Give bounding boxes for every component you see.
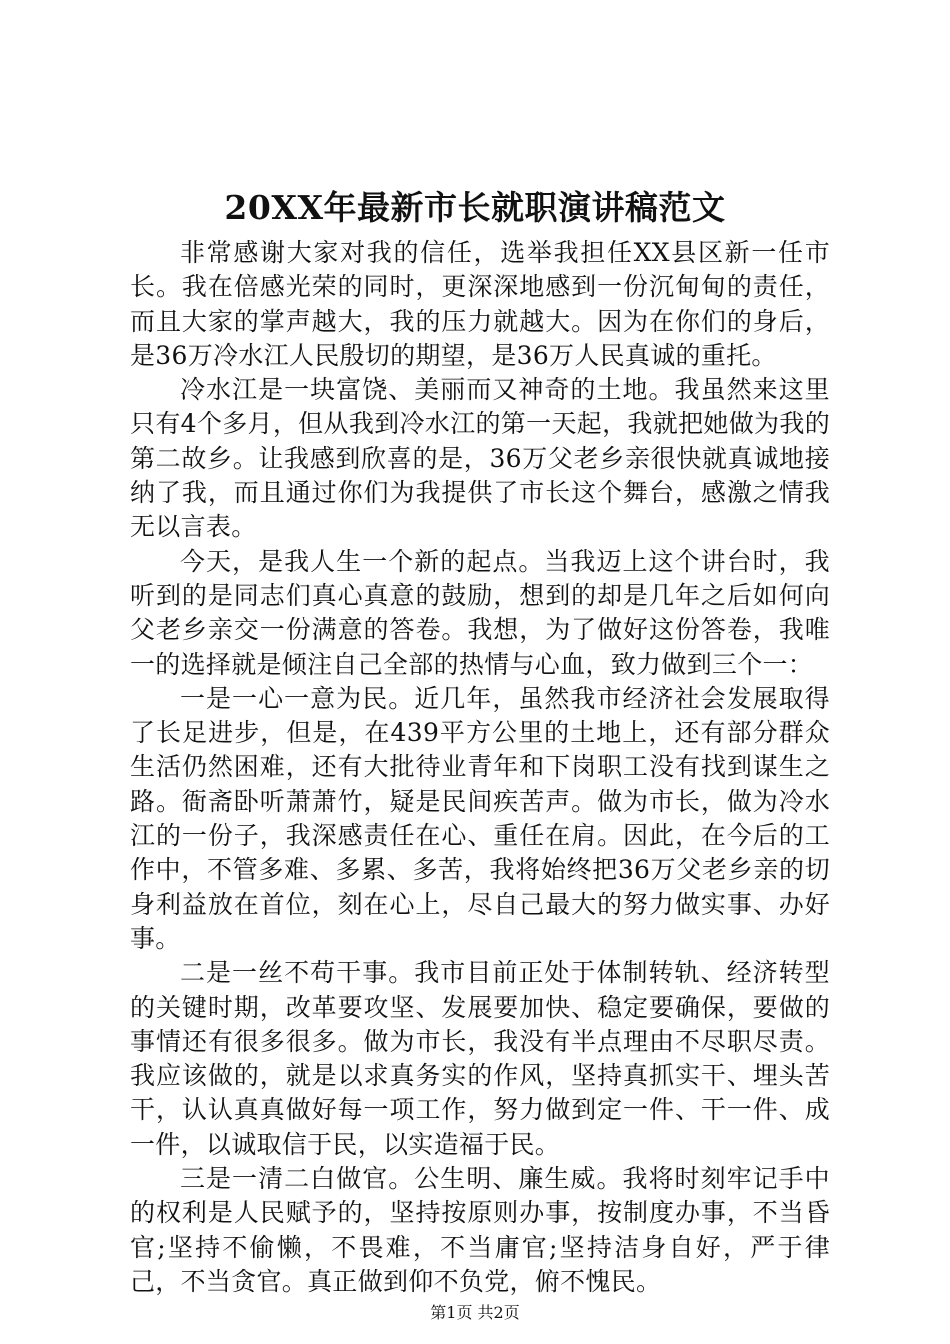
paragraph-6: 三是一清二白做官。公生明、廉生威。我将时刻牢记手中的权利是人民赋予的，坚持按原则办事，按制度办事，不当昏官;坚持不偷懒，不畏难，不当庸官;坚持洁身自好，严于律己，不当贪官。真正做到仰不负党，俯不愧民。 — [130, 1164, 830, 1296]
document-title: 20XX年最新市长就职演讲稿范文 — [224, 188, 726, 227]
paragraph-2: 冷水江是一块富饶、美丽而又神奇的土地。我虽然来这里只有4个多月，但从我到冷水江的第一天起，我就把她做为我的第二故乡。让我感到欣喜的是，36万父老乡亲很快就真诚地接纳了我，而且通过你们为我提供了市长这个舞台，感激之情我无以言表。 — [130, 375, 830, 542]
paragraph-3: 今天，是我人生一个新的起点。当我迈上这个讲台时，我听到的是同志们真心真意的鼓励，想到的却是几年之后如何向父老乡亲交一份满意的答卷。我想，为了做好这份答卷，我唯一的选择就是倾注自己全部的热情与心血，致力做到三个一： — [130, 546, 830, 679]
page-footer: 第1页 共2页 — [430, 1303, 520, 1322]
paragraph-4: 一是一心一意为民。近几年，虽然我市经济社会发展取得了长足进步，但是，在439平方公里的土地上，还有部分群众生活仍然困难，还有大批待业青年和下岗职工没有找到谋生之路。衙斋卧听萧萧竹，疑是民间疾苦声。做为市长，做为冷水江的一份子，我深感责任在心、重任在肩。因此，在今后的工作中，不管多难、多累、多苦，我将始终把36万父老乡亲的切身利益放在首位，刻在心上，尽自己最大的努力做实事、办好事。 — [130, 683, 830, 953]
paragraph-5: 二是一丝不苟干事。我市目前正处于体制转轨、经济转型的关键时期，改革要攻坚、发展要加快、稳定要确保，要做的事情还有很多很多。做为市长，我没有半点理由不尽职尽责。我应该做的，就是以求真务实的作风，坚持真抓实干、埋头苦干，认认真真做好每一项工作，努力做到定一件、干一件、成一件，以诚取信于民，以实造福于民。 — [130, 958, 830, 1159]
paragraph-1: 非常感谢大家对我的信任，选举我担任XX县区新一任市长。我在倍感光荣的同时，更深深地感到一份沉甸甸的责任，而且大家的掌声越大，我的压力就越大。因为在你们的身后，是36万冷水江人民殷切的期望，是36万人民真诚的重托。 — [130, 238, 830, 370]
document-body — [130, 236, 830, 1299]
